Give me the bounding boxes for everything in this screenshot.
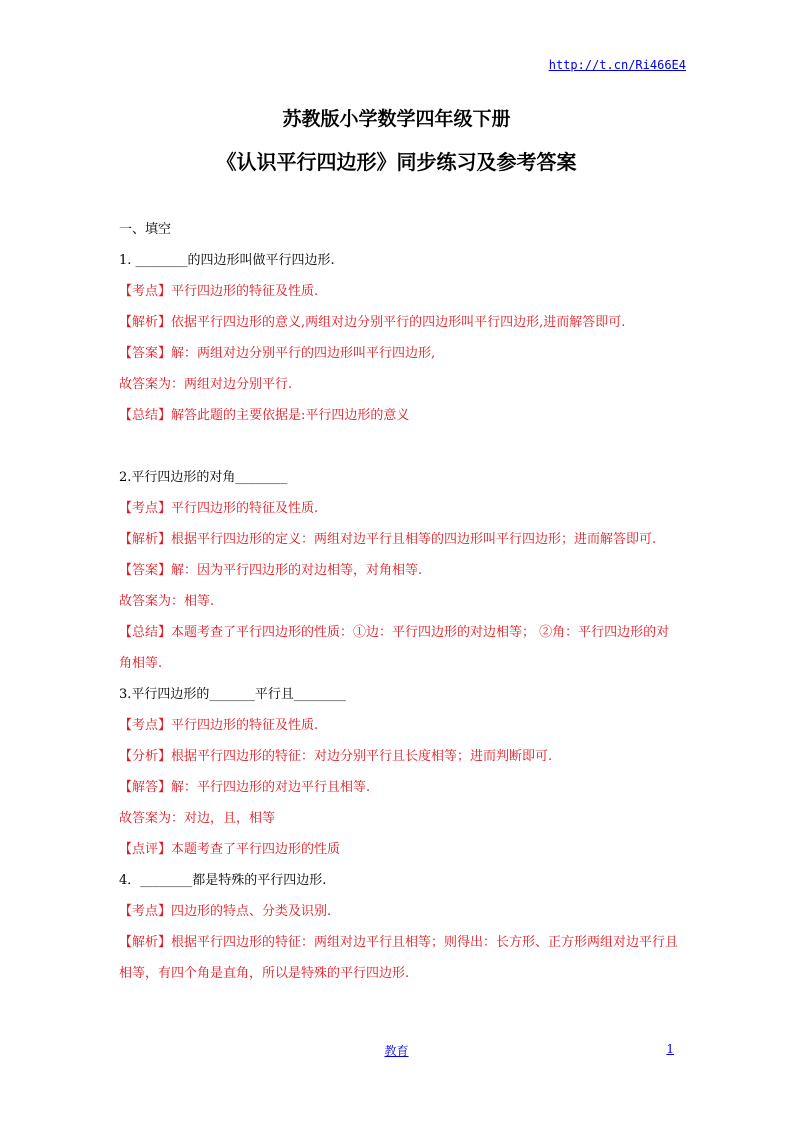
q2-final-answer: 故答案为：相等. xyxy=(119,594,215,609)
question-3: 3.平行四边形的_______平行且________ xyxy=(119,687,346,702)
page-number: 1 xyxy=(666,1042,674,1056)
q2-jiexi: 【解析】根据平行四边形的定义：两组对边平行且相等的四边形叫平行四边形；进而解答即可. xyxy=(119,532,657,547)
q1-jiexi: 【解析】依据平行四边形的意义,两组对边分别平行的四边形叫平行四边形,进而解答即可. xyxy=(119,315,626,330)
question-2: 2.平行四边形的对角________ xyxy=(119,470,288,485)
question-1: 1. ________的四边形叫做平行四边形. xyxy=(119,253,335,268)
document-subtitle: 《认识平行四边形》同步练习及参考答案 xyxy=(216,150,577,174)
q1-zongjie: 【总结】解答此题的主要依据是:平行四边形的意义 xyxy=(119,408,410,423)
section-heading: 一、填空 xyxy=(119,222,172,237)
q3-fenxi: 【分析】根据平行四边形的特征：对边分别平行且长度相等；进而判断即可. xyxy=(119,749,553,764)
q2-kaodian: 【考点】平行四边形的特征及性质. xyxy=(119,501,319,516)
q4-jiexi: 【解析】根据平行四边形的特征：两组对边平行且相等；则得出：长方形、正方形两组对边平行且相等，有四个角是直角，所以是特殊的平行四边形. xyxy=(119,935,679,981)
header-url-link[interactable]: http://t.cn/Ri466E4 xyxy=(548,58,686,72)
q4-kaodian: 【考点】四边形的特点、分类及识别. xyxy=(119,904,332,919)
document-title: 苏教版小学数学四年级下册 xyxy=(282,108,511,130)
spacer xyxy=(119,431,679,462)
q1-daan: 【答案】解：两组对边分别平行的四边形叫平行四边形, xyxy=(119,346,436,361)
q3-final-answer: 故答案为：对边，且，相等 xyxy=(119,811,276,826)
q3-kaodian: 【考点】平行四边形的特征及性质. xyxy=(119,718,319,733)
footer-link[interactable]: 教育 xyxy=(384,1044,409,1058)
q2-daan: 【答案】解：因为平行四边形的对边相等，对角相等. xyxy=(119,563,423,578)
document-body xyxy=(119,214,679,989)
q3-jieda: 【解答】解：平行四边形的对边平行且相等. xyxy=(119,780,371,795)
q1-final-answer: 故答案为：两组对边分别平行. xyxy=(119,377,293,392)
q2-zongjie: 【总结】本题考查了平行四边形的性质：①边：平行四边形的对边相等； ②角：平行四边形的对角相等. xyxy=(119,625,670,671)
question-4: 4．________都是特殊的平行四边形. xyxy=(119,873,327,888)
q1-kaodian: 【考点】平行四边形的特征及性质. xyxy=(119,284,319,299)
q3-dianping: 【点评】本题考查了平行四边形的性质 xyxy=(119,842,341,857)
